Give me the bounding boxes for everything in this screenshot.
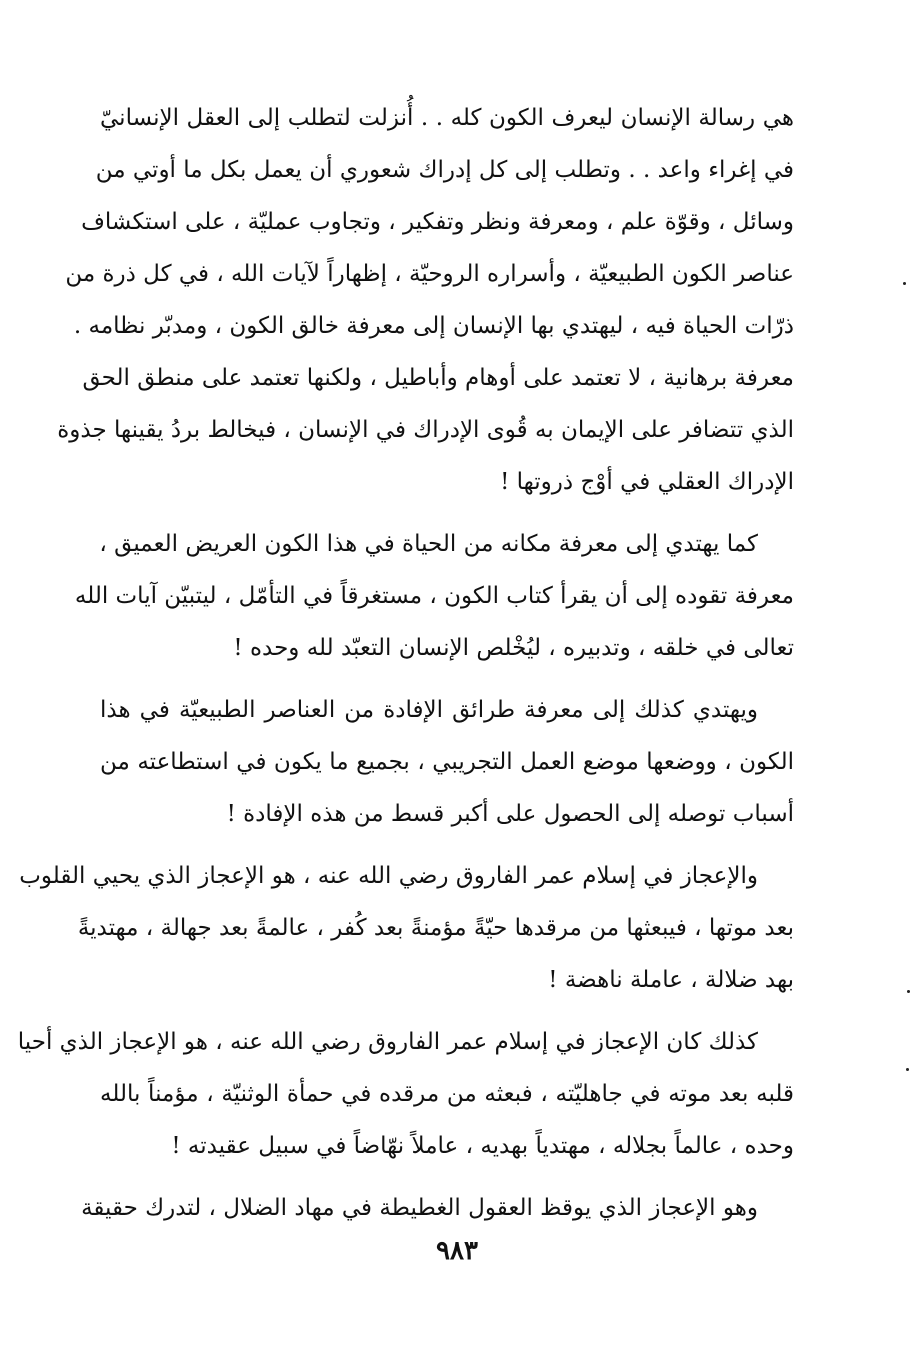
text-line: بعد موتها ، فيبعثها من مرقدها حيّةً مؤمنةً بعد كُفر ، عالمةً بعد جهالة ، مهتديةً <box>77 915 794 941</box>
text-line: عناصر الكون الطبيعيّة ، وأسراره الروحيّة ، إظهاراً لآيات الله ، في كل ذرة من <box>65 261 794 287</box>
text-line: معرفة برهانية ، لا تعتمد على أوهام وأباطيل ، ولكنها تعتمد على منطق الحق <box>82 365 794 391</box>
paragraph-1 <box>57 92 794 508</box>
margin-speck <box>906 1068 909 1071</box>
text-line: معرفة تقوده إلى أن يقرأ كتاب الكون ، مستغرقاً في التأمّل ، ليتبيّن آيات الله <box>74 583 794 609</box>
paragraph-gap <box>100 508 794 518</box>
paragraph-gap <box>100 1172 794 1182</box>
text-line: قلبه بعد موته في جاهليّته ، فبعثه من مرقده في حمأة الوثنيّة ، مؤمناً بالله <box>100 1081 794 1107</box>
paragraph-gap <box>100 674 794 684</box>
text-line: كما يهتدي إلى معرفة مكانه من الحياة في هذا الكون العريض العميق ، <box>99 531 758 557</box>
paragraph-3 <box>100 684 794 840</box>
text-line: كذلك كان الإعجاز في إسلام عمر الفاروق رضي الله عنه ، هو الإعجاز الذي أحيا <box>17 1029 758 1055</box>
text-line: وهو الإعجاز الذي يوقظ العقول الغطيطة في مهاد الضلال ، لتدرك حقيقة <box>81 1195 758 1221</box>
text-line: في إغراء واعد . . وتطلب إلى كل إدراك شعوري أن يعمل بكل ما أوتي من <box>95 157 794 183</box>
paragraph-gap <box>100 840 794 850</box>
margin-speck <box>907 990 910 993</box>
text-line: أسباب توصله إلى الحصول على أكبر قسط من هذه الإفادة ! <box>226 801 794 827</box>
text-line: هي رسالة الإنسان ليعرف الكون كله . . أُنزلت لتطلب إلى العقل الإنسانيّ <box>100 105 794 131</box>
text-line: والإعجاز في إسلام عمر الفاروق رضي الله عنه ، هو الإعجاز الذي يحيي القلوب <box>19 863 758 889</box>
text-line: بهد ضلالة ، عاملة ناهضة ! <box>548 967 794 993</box>
paragraph-2 <box>74 518 794 674</box>
text-line: الكون ، ووضعها موضع العمل التجريبي ، بجميع ما يكون في استطاعته من <box>100 749 794 775</box>
text-line: ويهتدي كذلك إلى معرفة طرائق الإفادة من العناصر الطبيعيّة في هذا <box>100 697 758 723</box>
page-number: ٩٨٣ <box>436 1236 478 1266</box>
paragraph-4 <box>19 850 794 1006</box>
paragraph-gap <box>100 1006 794 1016</box>
text-line: الإدراك العقلي في أوْج ذروتها ! <box>500 469 794 495</box>
text-line: الذي تتضافر على الإيمان به قُوى الإدراك في الإنسان ، فيخالط بردُ يقينها جذوة <box>57 417 794 443</box>
text-line: تعالى في خلقه ، وتدبيره ، ليُخْلص الإنسان التعبّد لله وحده ! <box>233 635 794 661</box>
text-line: ذرّات الحياة فيه ، ليهتدي بها الإنسان إلى معرفة خالق الكون ، ومدبّر نظامه . <box>73 313 794 339</box>
paragraph-6 <box>81 1182 794 1234</box>
text-line: وسائل ، وقوّة علم ، ومعرفة ونظر وتفكير ، وتجاوب عمليّة ، على استكشاف <box>81 209 794 235</box>
paragraph-5 <box>17 1016 794 1172</box>
body-text <box>17 92 794 1234</box>
text-line: وحده ، عالماً بجلاله ، مهتدياً بهديه ، عاملاً نهّاضاً في سبيل عقيدته ! <box>171 1133 794 1159</box>
margin-speck <box>903 282 906 285</box>
